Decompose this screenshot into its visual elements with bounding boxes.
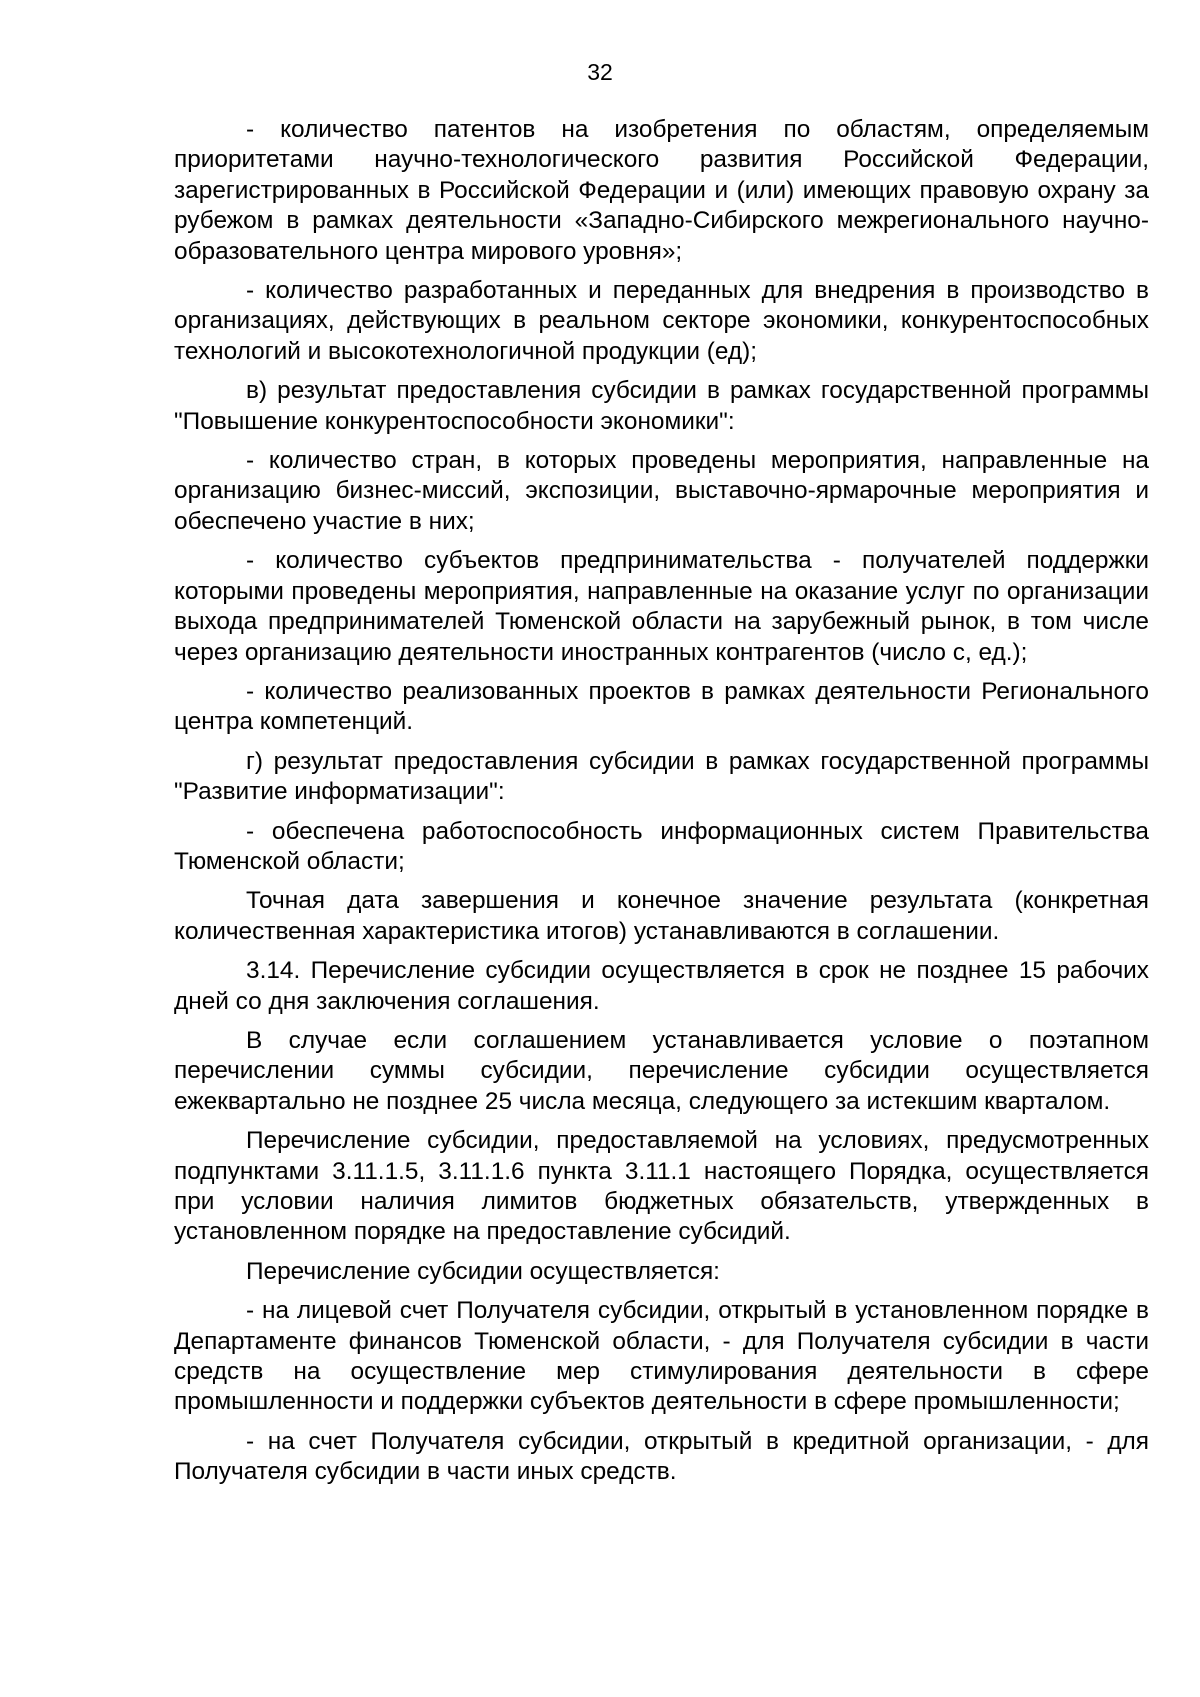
paragraph-transfer-intro: Перечисление субсидии осуществляется: xyxy=(246,1257,720,1285)
paragraph-projects-count: - количество реализованных проектов в рамках деятельности Регионального центра компетенций. xyxy=(174,677,1149,736)
document-body xyxy=(174,115,1149,1497)
paragraph-countries-count: - количество стран, в которых проведены мероприятия, направленные на организацию бизнес-миссий, экспозиции, выставочно-ярмарочные мероприятия и обеспечено участие в них; xyxy=(174,447,1149,535)
paragraph-patents-count: - количество патентов на изобретения по областям, определяемым приоритетами научно-технологического развития Российской Федерации, зарегистрированных в Российской Федерации и (или) имеющих правовую охрану за рубежом в рамках деятельности «Западно-Сибирского межрегионального научно-образовательного центра мирового уровня»; xyxy=(174,116,1149,265)
paragraph-staged-transfer: В случае если соглашением устанавливается условие о поэтапном перечислении суммы субсидии, перечисление субсидии осуществляется ежеквартально не позднее 25 числа месяца, следующего за истекшим кварталом. xyxy=(174,1026,1149,1115)
paragraph-section-3-14: 3.14. Перечисление субсидии осуществляется в срок не позднее 15 рабочих дней со дня заключения соглашения. xyxy=(174,957,1149,1015)
paragraph-result-competitiveness: в) результат предоставления субсидии в рамках государственной программы "Повышение конкурентоспособности экономики": xyxy=(174,377,1149,435)
paragraph-exact-date: Точная дата завершения и конечное значение результата (конкретная количественная характеристика итогов) устанавливаются в соглашении. xyxy=(174,887,1149,945)
paragraph-entrepreneurs-count: - количество субъектов предпринимательства - получателей поддержки которыми проведены мероприятия, направленные на оказание услуг по организации выхода предпринимателей Тюменской области на зарубежный рынок, в том числе через организацию деятельности иностранных контрагентов (число с, ед.); xyxy=(174,547,1149,666)
paragraph-personal-account: - на лицевой счет Получателя субсидии, открытый в установленном порядке в Департаменте финансов Тюменской области, - для Получателя субсидии в части средств на осуществление мер стимулирования деятельности в сфере промышленности и поддержки субъектов деятельности в сфере промышленности; xyxy=(174,1297,1149,1416)
paragraph-transfer-conditions: Перечисление субсидии, предоставляемой на условиях, предусмотренных подпунктами 3.11.1.5, 3.11.1.6 пункта 3.11.1 настоящего Порядка, осуществляется при условии наличия лимитов бюджетных обязательств, утвержденных в установленном порядке на предоставление субсидий. xyxy=(174,1127,1149,1246)
paragraph-result-informatization: г) результат предоставления субсидии в рамках государственной программы "Развитие информатизации": xyxy=(174,747,1149,806)
page-number: 32 xyxy=(587,59,613,85)
paragraph-technologies-count: - количество разработанных и переданных для внедрения в производство в организациях, действующих в реальном секторе экономики, конкурентоспособных технологий и высокотехнологичной продукции (ед); xyxy=(174,277,1149,365)
paragraph-systems-operability: - обеспечена работоспособность информационных систем Правительства Тюменской области; xyxy=(174,817,1149,875)
paragraph-credit-account: - на счет Получателя субсидии, открытый в кредитной организации, - для Получателя субсидии в части иных средств. xyxy=(174,1427,1149,1486)
